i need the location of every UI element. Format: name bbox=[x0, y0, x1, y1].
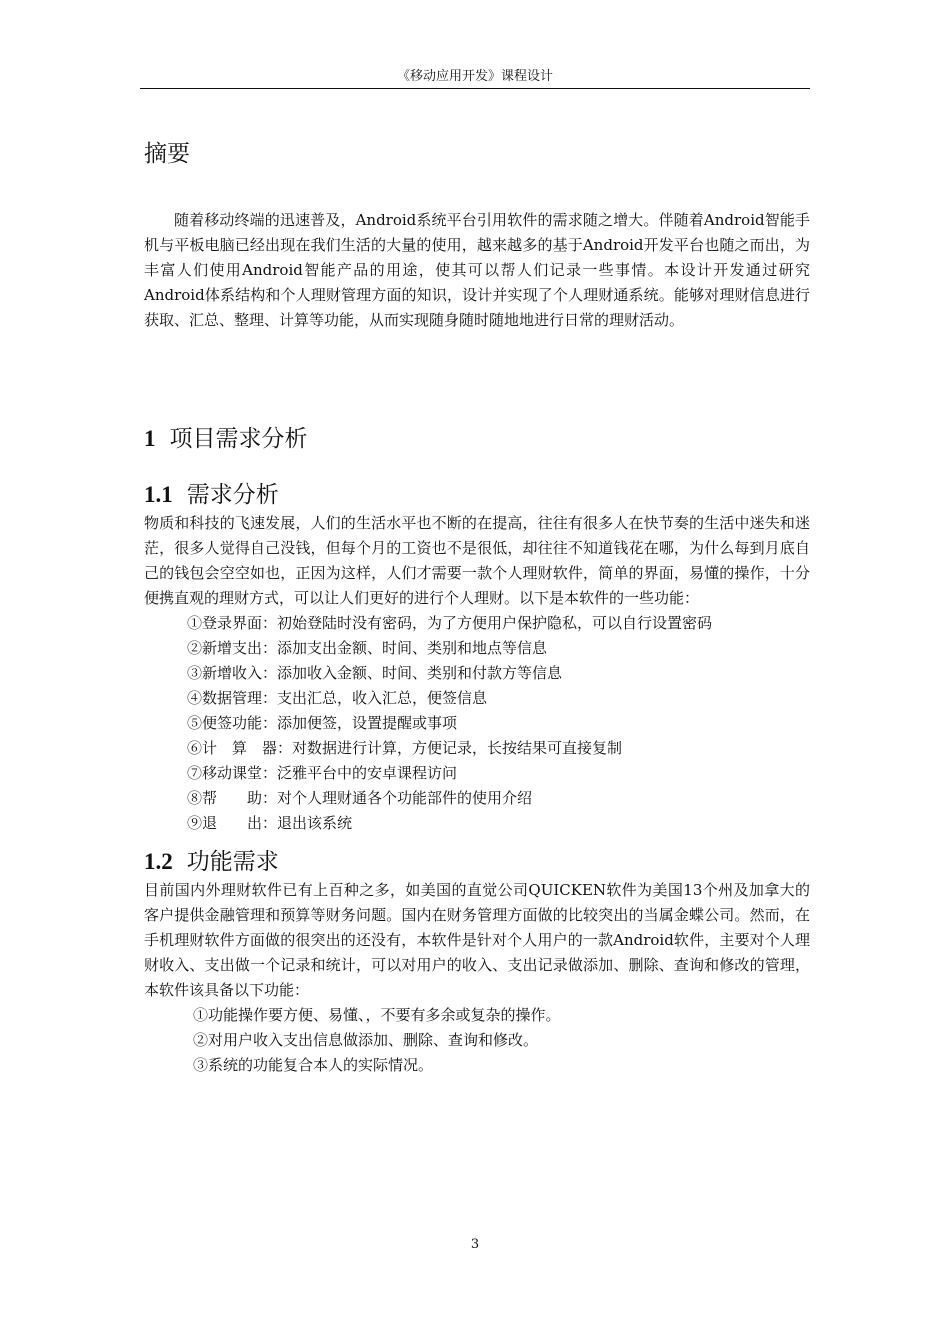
requirement-list bbox=[144, 1003, 810, 1078]
header-rule bbox=[140, 88, 810, 89]
list-item: ①登录界面：初始登陆时没有密码，为了方便用户保护隐私，可以自行设置密码 bbox=[187, 614, 713, 632]
section-1-1-number: 1.1 bbox=[144, 482, 173, 507]
running-header: 《移动应用开发》课程设计 bbox=[396, 69, 553, 84]
list-item: ②对用户收入支出信息做添加、删除、查询和修改。 bbox=[193, 1031, 539, 1049]
page-content bbox=[144, 138, 810, 1078]
section-1-2-heading bbox=[144, 846, 810, 878]
list-item: ①功能操作要方便、易懂、，不要有多余或复杂的操作。 bbox=[193, 1006, 561, 1024]
section-1-1-heading bbox=[144, 479, 810, 511]
page-number: 3 bbox=[470, 1237, 480, 1252]
list-item: ④数据管理：支出汇总，收入汇总，便签信息 bbox=[187, 689, 488, 707]
section-1-title: 项目需求分析 bbox=[169, 426, 308, 452]
list-item: ⑦移动课堂：泛雅平台中的安卓课程访问 bbox=[187, 764, 458, 782]
section-1-2-title: 功能需求 bbox=[186, 849, 279, 875]
abstract-paragraph: 随着移动终端的迅速普及，Android系统平台引用软件的需求随之增大。伴随着Android智能手机与平板电脑已经出现在我们生活的大量的使用，越来越多的基于Android开发平台也随之而出，为丰富人们使用Android智能产品的用途，使其可以帮人们记录一些事情。本设计开发通过研究Android体系结构和个人理财管理方面的知识，设计并实现了个人理财通系统。能够对理财信息进行获取、汇总、整理、计算等功能，从而实现随身随时随地地进行日常的理财活动。 bbox=[144, 211, 810, 329]
list-item: ⑨退 出：退出该系统 bbox=[187, 814, 353, 832]
section-1-1-title: 需求分析 bbox=[186, 482, 279, 508]
list-item: ②新增支出：添加支出金额、时间、类别和地点等信息 bbox=[187, 639, 548, 657]
list-item: ③系统的功能复合本人的实际情况。 bbox=[193, 1056, 434, 1074]
list-item: ③新增收入：添加收入金额、时间、类别和付款方等信息 bbox=[187, 664, 563, 682]
section-1-heading bbox=[144, 423, 810, 455]
section-1-number: 1 bbox=[144, 426, 156, 451]
list-item: ⑤便签功能：添加便签，设置提醒或事项 bbox=[187, 714, 458, 732]
feature-list bbox=[144, 611, 810, 836]
section-1-2-paragraph: 目前国内外理财软件已有上百种之多，如美国的直觉公司QUICKEN软件为美国13个州及加拿大的客户提供金融管理和预算等财务问题。国内在财务管理方面做的比较突出的当属金蝶公司。然而，在手机理财软件方面做的很突出的还没有，本软件是针对个人用户的一款Android软件，主要对个人理财收入、支出做一个记录和统计，可以对用户的收入、支出记录做添加、删除、查询和修改的管理，本软件该具备以下功能： bbox=[144, 881, 810, 999]
section-1-1-paragraph: 物质和科技的飞速发展，人们的生活水平也不断的在提高，往往有很多人在快节奏的生活中迷失和迷茫，很多人觉得自己没钱，但每个月的工资也不是很低，却往往不知道钱花在哪，为什么每到月底自己的钱包会空空如也，正因为这样，人们才需要一款个人理财软件，简单的界面，易懂的操作，十分便携直观的理财方式，可以让人们更好的进行个人理财。以下是本软件的一些功能： bbox=[144, 514, 810, 607]
abstract-heading: 摘要 bbox=[144, 141, 190, 167]
list-item: ⑧帮 助：对个人理财通各个功能部件的使用介绍 bbox=[187, 789, 533, 807]
section-1-2-number: 1.2 bbox=[144, 849, 173, 874]
list-item: ⑥计 算 器：对数据进行计算，方便记录，长按结果可直接复制 bbox=[187, 739, 623, 757]
